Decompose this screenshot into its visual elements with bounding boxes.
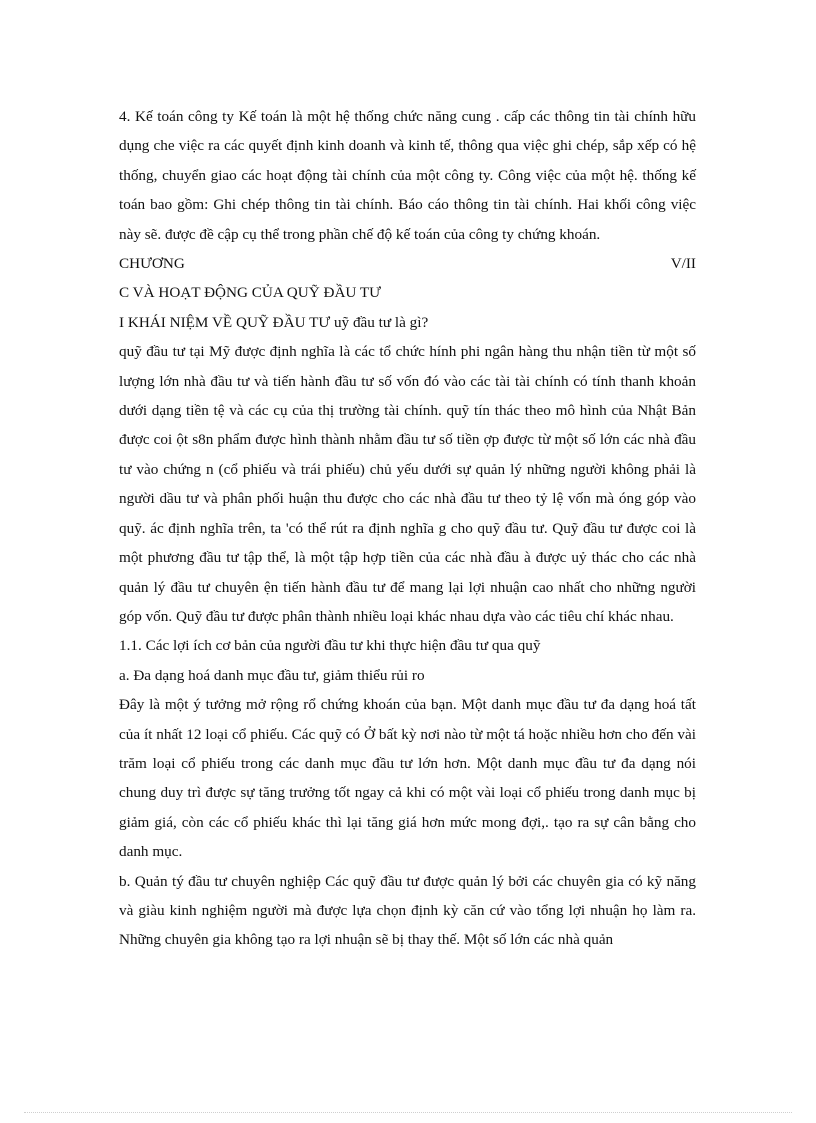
- paragraph-management: b. Quản tý đầu tư chuyên nghiệp Các quỹ đầu tư được quản lý bởi các chuyên gia có kỹ năng và giàu kinh nghiệm người mà được lựa chọn định kỳ căn cứ vào tổng lợi nhuận họ làm ra. Những chuyên gia không tạo ra lợi nhuận sẽ bị thay thế. Một số lớn các nhà quản: [119, 872, 696, 949]
- chapter-label: CHƯƠNG: [119, 255, 185, 273]
- chapter-title: C VÀ HOẠT ĐỘNG CỦA QUỸ ĐẦU TƯ: [119, 284, 381, 302]
- section-heading: I KHÁI NIỆM VỀ QUỸ ĐẦU TƯ uỹ đầu tư là gì?: [119, 313, 429, 331]
- paragraph-definition: quỹ đầu tư tại Mỹ được định nghĩa là các tổ chức hính phi ngân hàng thu nhận tiền từ một số lượng lớn nhà đầu tư và tiến hành đầu tư số vốn đó vào các tài tài chính có tính thanh khoản dưới dạng tiền tệ và các cụ của thị trường tài chính. quỹ tín thác theo mô hình của Nhật Bản được coi ột s8n phẩm được hình thành nhằm đầu tư số tiền ợp được từ một số lớn các nhà đầu tư vào chứng n (cổ phiếu và trái phiếu) chủ yếu dưới sự quản lý những người không phải là người dầu tư và phân phối huận thu được cho các nhà đầu tư theo tỷ lệ vốn mà óng góp vào quỹ. ác định nghĩa trên, ta 'có thể rút ra định nghĩa g cho quỹ đầu tư. Quỹ đầu tư được coi là một phương đầu tư tập thể, là một tập hợp tiền của các nhà đầu à được uỷ thác cho các nhà quản lý đầu tư chuyên ện tiến hành đầu tư để mang lại lợi nhuận cao nhất cho những người góp vốn. Quỹ đầu tư được phân thành nhiều loại khác nhau dựa vào các tiêu chí khác nhau.: [119, 343, 696, 625]
- subsection-heading: 1.1. Các lợi ích cơ bản của người đầu tư khi thực hiện đầu tư qua quỹ: [119, 637, 541, 655]
- subheading-diversify: a. Đa dạng hoá danh mục đầu tư, giảm thiểu rủi ro: [119, 666, 425, 684]
- paragraph-accounting: 4. Kế toán công ty Kế toán là một hệ thống chức năng cung . cấp các thông tin tài chính hữu dụng che việc ra các quyết định kinh doanh và kinh tế, thông qua việc ghi chép, sắp xếp có hệ thống, chuyển giao các hoạt động tài chính của một công ty. Công việc của một hệ. thống kế toán bao gồm: Ghi chép thông tin tài chính. Báo cáo thông tin tài chính. Hai khối công việc này sẽ. được đề cập cụ thể trong phần chế độ kế toán của công ty chứng khoán.: [119, 108, 696, 243]
- page-bottom-divider: [24, 1112, 792, 1113]
- paragraph-diversify: Đây là một ý tưởng mở rộng rổ chứng khoán của bạn. Một danh mục đầu tư đa dạng hoá tất của ít nhất 12 loại cổ phiếu. Các quỹ có Ở bất kỳ nơi nào từ một tá hoặc nhiều hơn cho đến vài trăm loại cổ phiếu trong các danh mục đầu tư lớn hơn. Một danh mục đầu tư đa dạng nói chung duy trì được sự tăng trưởng tốt ngay cả khi có một vài loại cổ phiếu trong danh mục bị giảm giá, còn các cổ phiếu khác thì lại tăng giá hơn mức mong đợi,. tạo ra sự cân bằng cho danh mục.: [119, 696, 696, 861]
- chapter-line: [119, 249, 696, 278]
- body-text: [119, 102, 696, 955]
- chapter-number: V/II: [670, 255, 696, 273]
